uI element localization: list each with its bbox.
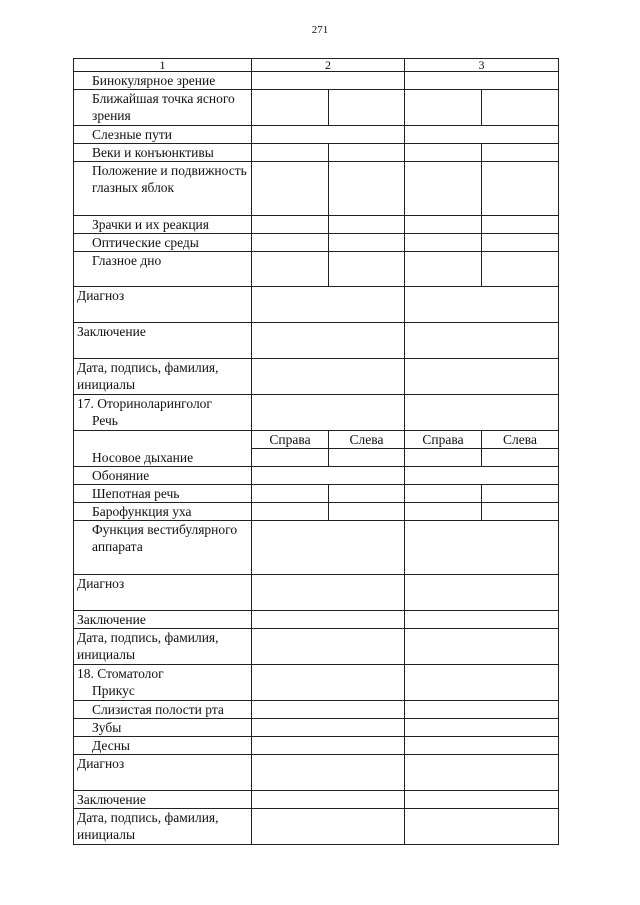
row-ent-title [74,395,559,431]
cell-nasal-2l[interactable] [329,449,405,467]
exam-form-table [73,58,559,845]
label-dental-diagnosis: Диагноз [74,755,252,791]
cell-ent-signature-3[interactable] [405,629,559,665]
cell-eye-diagnosis-3[interactable] [405,287,559,323]
cell-eye-signature-3[interactable] [405,359,559,395]
ent-speech: Речь [92,413,118,428]
cell-pupils-3l[interactable] [482,216,559,234]
cell-baro-3r[interactable] [405,503,482,521]
header-row [74,59,559,72]
cell-ent-speech-2[interactable] [252,395,405,431]
cell-eye-diagnosis-2[interactable] [252,287,405,323]
cell-baro-3l[interactable] [482,503,559,521]
label-dental-title [74,665,252,701]
cell-eyeball-2r[interactable] [252,162,329,216]
cell-gums-2[interactable] [252,737,405,755]
row-eyelids [74,144,559,162]
cell-near-point-2r[interactable] [252,90,329,126]
label-tear-ducts: Слезные пути [74,126,252,144]
cell-whisper-2l[interactable] [329,485,405,503]
cell-nasal-3l[interactable] [482,449,559,467]
cell-optical-2l[interactable] [329,234,405,252]
cell-optical-2r[interactable] [252,234,329,252]
cell-whisper-3r[interactable] [405,485,482,503]
header-left-3: Слева [482,431,559,449]
row-fundus [74,252,559,287]
column-2-header: 2 [252,59,405,72]
cell-tear-ducts-3[interactable] [405,126,559,144]
cell-smell-2[interactable] [252,467,405,485]
row-dental-title [74,665,559,701]
row-pupils [74,216,559,234]
cell-eye-signature-2[interactable] [252,359,405,395]
cell-eye-conclusion-2[interactable] [252,323,405,359]
label-optical-media: Оптические среды [74,234,252,252]
label-mucosa: Слизистая полости рта [74,701,252,719]
cell-eyeball-3l[interactable] [482,162,559,216]
row-barofunction [74,503,559,521]
row-eye-diagnosis [74,287,559,323]
row-ent-conclusion [74,611,559,629]
cell-nasal-2r[interactable] [252,449,329,467]
cell-near-point-3r[interactable] [405,90,482,126]
label-dental-conclusion: Заключение [74,791,252,809]
cell-ent-conclusion-2[interactable] [252,611,405,629]
row-optical-media [74,234,559,252]
cell-eyelids-2r[interactable] [252,144,329,162]
cell-binocular-3[interactable] [405,72,559,90]
row-gums [74,737,559,755]
cell-eyelids-3r[interactable] [405,144,482,162]
row-smell [74,467,559,485]
row-eye-signature [74,359,559,395]
row-ent-diagnosis [74,575,559,611]
label-teeth: Зубы [74,719,252,737]
dental-title: 18. Стоматолог [77,666,164,681]
label-dental-signature: Дата, подпись, фамилия, инициалы [74,809,252,845]
label-ent-signature: Дата, подпись, фамилия, инициалы [74,629,252,665]
row-binocular [74,72,559,90]
row-dental-conclusion [74,791,559,809]
row-whisper [74,485,559,503]
cell-fundus-2r[interactable] [252,252,329,287]
label-nasal: Носовое дыхание [74,431,252,467]
cell-optical-3r[interactable] [405,234,482,252]
row-eye-conclusion [74,323,559,359]
dental-bite: Прикус [92,683,135,698]
label-eyeball: Положение и подвижность глазных яблок [74,162,252,216]
row-tear-ducts [74,126,559,144]
cell-baro-2l[interactable] [329,503,405,521]
row-dental-diagnosis [74,755,559,791]
cell-dental-diagnosis-2[interactable] [252,755,405,791]
cell-ent-conclusion-3[interactable] [405,611,559,629]
cell-eye-conclusion-3[interactable] [405,323,559,359]
row-dental-signature [74,809,559,845]
label-eye-signature: Дата, подпись, фамилия, инициалы [74,359,252,395]
cell-fundus-3l[interactable] [482,252,559,287]
cell-eyelids-3l[interactable] [482,144,559,162]
row-teeth [74,719,559,737]
ent-title: 17. Оториноларинголог [77,396,212,411]
cell-bite-3[interactable] [405,665,559,701]
cell-mucosa-3[interactable] [405,701,559,719]
cell-dental-conclusion-2[interactable] [252,791,405,809]
cell-ent-diagnosis-2[interactable] [252,575,405,611]
label-ent-diagnosis: Диагноз [74,575,252,611]
label-whisper: Шепотная речь [74,485,252,503]
cell-teeth-2[interactable] [252,719,405,737]
cell-dental-conclusion-3[interactable] [405,791,559,809]
row-eyeball [74,162,559,216]
cell-bite-2[interactable] [252,665,405,701]
row-mucosa [74,701,559,719]
cell-binocular-2[interactable] [252,72,405,90]
cell-fundus-3r[interactable] [405,252,482,287]
cell-pupils-3r[interactable] [405,216,482,234]
cell-pupils-2l[interactable] [329,216,405,234]
cell-gums-3[interactable] [405,737,559,755]
row-ent-signature [74,629,559,665]
cell-vestibular-2[interactable] [252,521,405,575]
cell-tear-ducts-2[interactable] [252,126,405,144]
cell-mucosa-2[interactable] [252,701,405,719]
cell-dental-signature-3[interactable] [405,809,559,845]
cell-whisper-2r[interactable] [252,485,329,503]
label-ent-conclusion: Заключение [74,611,252,629]
label-fundus: Глазное дно [74,252,252,287]
cell-ent-diagnosis-3[interactable] [405,575,559,611]
cell-dental-signature-2[interactable] [252,809,405,845]
cell-smell-3[interactable] [405,467,559,485]
cell-eyeball-2l[interactable] [329,162,405,216]
row-side-headers [74,431,559,449]
label-pupils: Зрачки и их реакция [74,216,252,234]
label-gums: Десны [74,737,252,755]
label-binocular: Бинокулярное зрение [74,72,252,90]
column-3-header: 3 [405,59,559,72]
row-vestibular [74,521,559,575]
label-eye-conclusion: Заключение [74,323,252,359]
cell-eyeball-3r[interactable] [405,162,482,216]
cell-ent-signature-2[interactable] [252,629,405,665]
cell-vestibular-3[interactable] [405,521,559,575]
header-left-2: Слева [329,431,405,449]
label-barofunction: Барофункция уха [74,503,252,521]
cell-eyelids-2l[interactable] [329,144,405,162]
cell-near-point-3l[interactable] [482,90,559,126]
column-1-header: 1 [74,59,252,72]
cell-fundus-2l[interactable] [329,252,405,287]
row-near-point [74,90,559,126]
cell-ent-speech-3[interactable] [405,395,559,431]
label-smell: Обоняние [74,467,252,485]
cell-dental-diagnosis-3[interactable] [405,755,559,791]
label-ent-title [74,395,252,431]
header-right-3: Справа [405,431,482,449]
label-vestibular: Функция вестибулярного аппарата [74,521,252,575]
cell-optical-3l[interactable] [482,234,559,252]
page-number: 271 [311,24,329,36]
label-near-point: Ближайшая точка ясного зрения [74,90,252,126]
label-eye-diagnosis: Диагноз [74,287,252,323]
cell-teeth-3[interactable] [405,719,559,737]
cell-nasal-3r[interactable] [405,449,482,467]
cell-baro-2r[interactable] [252,503,329,521]
cell-pupils-2r[interactable] [252,216,329,234]
label-eyelids: Веки и конъюнктивы [74,144,252,162]
header-right-2: Справа [252,431,329,449]
cell-whisper-3l[interactable] [482,485,559,503]
cell-near-point-2l[interactable] [329,90,405,126]
